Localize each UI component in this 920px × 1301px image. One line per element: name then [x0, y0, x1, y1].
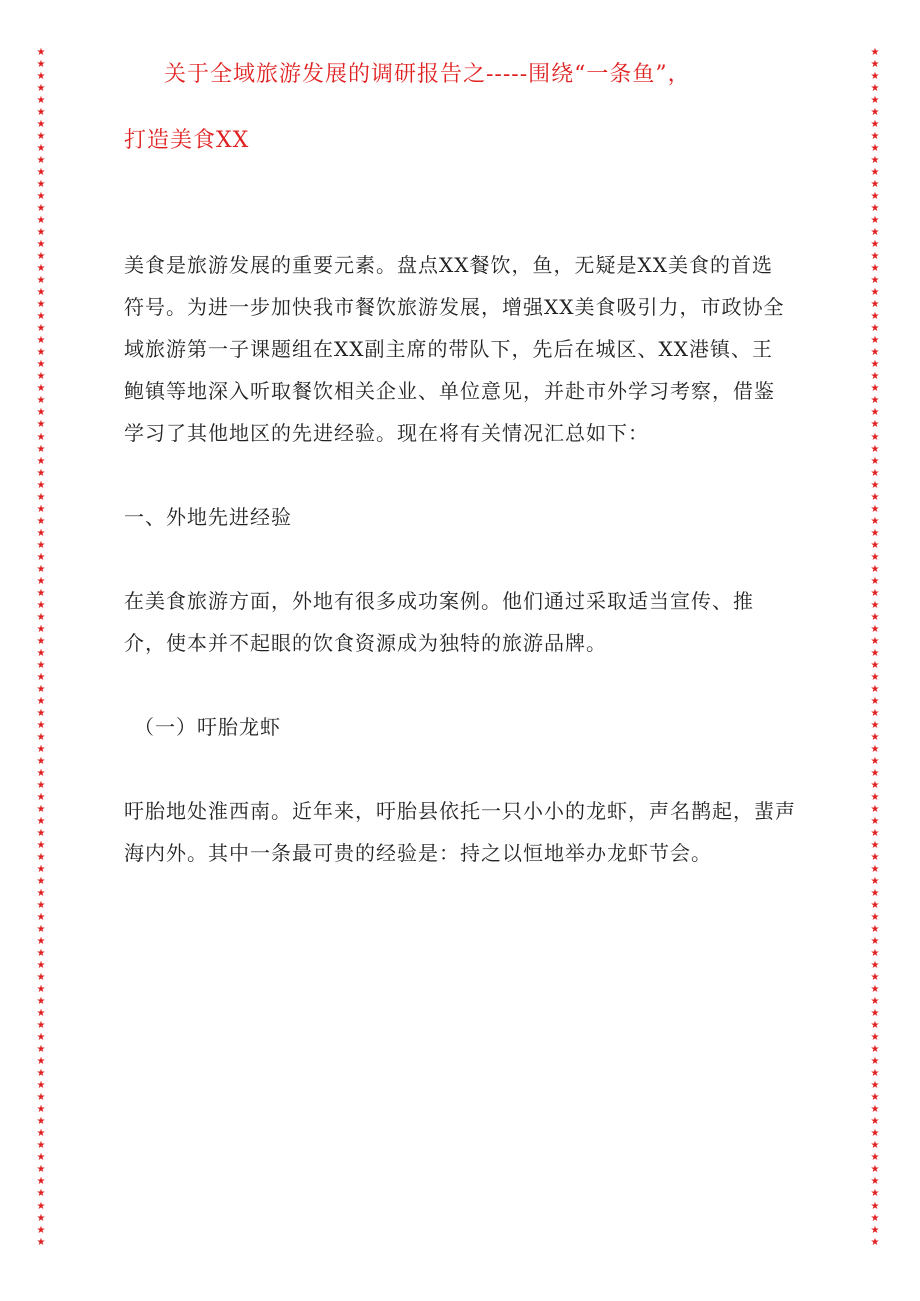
- section-heading: 一、外地先进经验: [124, 505, 292, 529]
- star-icon: ★: [36, 587, 46, 599]
- star-icon: ★: [870, 359, 880, 371]
- star-icon: ★: [36, 852, 46, 864]
- star-icon: ★: [36, 1140, 46, 1152]
- star-icon: ★: [36, 623, 46, 635]
- star-icon: ★: [36, 515, 46, 527]
- star-icon: ★: [36, 1068, 46, 1080]
- star-icon: ★: [36, 575, 46, 587]
- star-icon: ★: [870, 155, 880, 167]
- star-icon: ★: [870, 371, 880, 383]
- subsection-heading: （一）吁胎龙虾: [134, 715, 281, 739]
- left-star-border: [34, 48, 48, 1248]
- section-paragraph: [124, 580, 814, 664]
- intro-paragraph: [124, 244, 814, 454]
- star-icon: ★: [36, 539, 46, 551]
- star-icon: ★: [36, 311, 46, 323]
- star-icon: ★: [870, 203, 880, 215]
- star-icon: ★: [870, 779, 880, 791]
- star-icon: ★: [870, 707, 880, 719]
- star-icon: ★: [870, 239, 880, 251]
- star-icon: ★: [36, 912, 46, 924]
- star-icon: ★: [36, 59, 46, 71]
- star-icon: ★: [36, 551, 46, 563]
- star-icon: ★: [870, 335, 880, 347]
- star-icon: ★: [36, 1176, 46, 1188]
- star-icon: ★: [36, 599, 46, 611]
- star-icon: ★: [870, 864, 880, 876]
- star-icon: ★: [36, 1116, 46, 1128]
- subsection-line: 吁胎地处淮西南。近年来，吁胎县依托一只小小的龙虾，声名鹊起，蜚声: [124, 799, 796, 823]
- star-icon: ★: [36, 1032, 46, 1044]
- star-icon: ★: [36, 1128, 46, 1140]
- star-icon: ★: [36, 900, 46, 912]
- star-icon: ★: [870, 1116, 880, 1128]
- star-icon: ★: [870, 1152, 880, 1164]
- star-icon: ★: [36, 707, 46, 719]
- star-icon: ★: [36, 1008, 46, 1020]
- star-icon: ★: [870, 395, 880, 407]
- star-icon: ★: [870, 215, 880, 227]
- star-icon: ★: [36, 1164, 46, 1176]
- star-icon: ★: [36, 191, 46, 203]
- star-icon: ★: [36, 95, 46, 107]
- star-icon: ★: [870, 1128, 880, 1140]
- star-icon: ★: [36, 239, 46, 251]
- star-icon: ★: [870, 467, 880, 479]
- star-icon: ★: [36, 803, 46, 815]
- star-icon: ★: [36, 972, 46, 984]
- star-icon: ★: [36, 767, 46, 779]
- star-icon: ★: [870, 563, 880, 575]
- star-icon: ★: [870, 179, 880, 191]
- star-icon: ★: [36, 984, 46, 996]
- star-icon: ★: [870, 527, 880, 539]
- star-icon: ★: [36, 479, 46, 491]
- star-icon: ★: [36, 924, 46, 936]
- star-icon: ★: [870, 1104, 880, 1116]
- star-icon: ★: [36, 1080, 46, 1092]
- document-body: [124, 60, 814, 874]
- star-icon: ★: [36, 683, 46, 695]
- subsection-line: 海内外。其中一条最可贵的经验是：持之以恒地举办龙虾节会。: [124, 841, 712, 865]
- star-icon: ★: [870, 263, 880, 275]
- star-icon: ★: [36, 1236, 46, 1248]
- intro-line: 域旅游第一子课题组在XX副主席的带队下，先后在城区、XX港镇、王: [124, 337, 773, 361]
- star-icon: ★: [870, 828, 880, 840]
- star-icon: ★: [870, 1200, 880, 1212]
- star-icon: ★: [870, 936, 880, 948]
- star-icon: ★: [870, 719, 880, 731]
- section-line: 介，使本并不起眼的饮食资源成为独特的旅游品牌。: [124, 631, 607, 655]
- star-icon: ★: [870, 491, 880, 503]
- star-icon: ★: [36, 1044, 46, 1056]
- star-icon: ★: [870, 1176, 880, 1188]
- star-icon: ★: [36, 215, 46, 227]
- star-icon: ★: [870, 924, 880, 936]
- star-icon: ★: [36, 203, 46, 215]
- star-icon: ★: [36, 227, 46, 239]
- star-icon: ★: [870, 1020, 880, 1032]
- star-icon: ★: [36, 431, 46, 443]
- star-icon: ★: [36, 743, 46, 755]
- star-icon: ★: [36, 876, 46, 888]
- star-icon: ★: [870, 191, 880, 203]
- intro-line: 美食是旅游发展的重要元素。盘点XX餐饮，鱼，无疑是XX美食的首选: [124, 253, 773, 277]
- star-icon: ★: [870, 251, 880, 263]
- star-icon: ★: [870, 984, 880, 996]
- star-icon: ★: [36, 791, 46, 803]
- star-icon: ★: [870, 1032, 880, 1044]
- star-icon: ★: [870, 1188, 880, 1200]
- star-icon: ★: [36, 47, 46, 58]
- star-icon: ★: [36, 719, 46, 731]
- star-icon: ★: [36, 960, 46, 972]
- star-icon: ★: [870, 659, 880, 671]
- document-title-line-1: 关于全域旅游发展的调研报告之-----围绕“一条鱼”，: [164, 62, 691, 87]
- star-icon: ★: [36, 83, 46, 95]
- subsection-paragraph: [124, 790, 814, 874]
- star-icon: ★: [870, 876, 880, 888]
- star-icon: ★: [36, 155, 46, 167]
- star-icon: ★: [870, 972, 880, 984]
- star-icon: ★: [870, 347, 880, 359]
- right-star-border: [868, 48, 882, 1248]
- star-icon: ★: [870, 888, 880, 900]
- star-icon: ★: [36, 840, 46, 852]
- star-icon: ★: [870, 47, 880, 58]
- star-icon: ★: [870, 623, 880, 635]
- star-icon: ★: [36, 359, 46, 371]
- star-icon: ★: [36, 167, 46, 179]
- star-icon: ★: [36, 888, 46, 900]
- star-icon: ★: [36, 731, 46, 743]
- star-icon: ★: [36, 635, 46, 647]
- star-icon: ★: [870, 755, 880, 767]
- star-icon: ★: [870, 1224, 880, 1236]
- star-icon: ★: [870, 131, 880, 143]
- star-icon: ★: [870, 227, 880, 239]
- star-icon: ★: [870, 287, 880, 299]
- star-icon: ★: [870, 1008, 880, 1020]
- star-icon: ★: [870, 1164, 880, 1176]
- star-icon: ★: [36, 287, 46, 299]
- star-icon: ★: [36, 671, 46, 683]
- star-icon: ★: [36, 1224, 46, 1236]
- star-icon: ★: [870, 791, 880, 803]
- star-icon: ★: [870, 275, 880, 287]
- star-icon: ★: [870, 59, 880, 71]
- star-icon: ★: [870, 767, 880, 779]
- star-icon: ★: [36, 1104, 46, 1116]
- star-icon: ★: [36, 263, 46, 275]
- star-icon: ★: [870, 647, 880, 659]
- star-icon: ★: [870, 996, 880, 1008]
- star-icon: ★: [36, 491, 46, 503]
- intro-line: 符号。为进一步加快我市餐饮旅游发展，增强XX美食吸引力，市政协全: [124, 295, 785, 319]
- star-icon: ★: [36, 659, 46, 671]
- star-icon: ★: [36, 107, 46, 119]
- star-icon: ★: [870, 515, 880, 527]
- star-icon: ★: [870, 1080, 880, 1092]
- star-icon: ★: [870, 479, 880, 491]
- intro-line: 学习了其他地区的先进经验。现在将有关情况汇总如下：: [124, 421, 649, 445]
- star-icon: ★: [870, 1140, 880, 1152]
- star-icon: ★: [870, 960, 880, 972]
- star-icon: ★: [870, 840, 880, 852]
- star-icon: ★: [36, 455, 46, 467]
- star-icon: ★: [36, 996, 46, 1008]
- star-icon: ★: [870, 587, 880, 599]
- star-icon: ★: [870, 683, 880, 695]
- star-icon: ★: [870, 671, 880, 683]
- star-icon: ★: [870, 455, 880, 467]
- document-title-line-2: 打造美食XX: [124, 128, 250, 153]
- star-icon: ★: [36, 864, 46, 876]
- star-icon: ★: [870, 311, 880, 323]
- star-icon: ★: [36, 563, 46, 575]
- star-icon: ★: [36, 503, 46, 515]
- star-icon: ★: [36, 779, 46, 791]
- intro-line: 鲍镇等地深入听取餐饮相关企业、单位意见，并赴市外学习考察，借鉴: [124, 379, 775, 403]
- star-icon: ★: [870, 1044, 880, 1056]
- star-icon: ★: [36, 275, 46, 287]
- star-icon: ★: [870, 803, 880, 815]
- star-icon: ★: [870, 419, 880, 431]
- star-icon: ★: [36, 407, 46, 419]
- star-icon: ★: [870, 107, 880, 119]
- star-icon: ★: [36, 948, 46, 960]
- star-icon: ★: [36, 347, 46, 359]
- star-icon: ★: [36, 119, 46, 131]
- star-icon: ★: [870, 167, 880, 179]
- star-icon: ★: [36, 1212, 46, 1224]
- star-icon: ★: [36, 251, 46, 263]
- star-icon: ★: [36, 371, 46, 383]
- star-icon: ★: [870, 1212, 880, 1224]
- star-icon: ★: [870, 1236, 880, 1248]
- star-icon: ★: [36, 71, 46, 83]
- star-icon: ★: [870, 816, 880, 827]
- star-icon: ★: [870, 551, 880, 563]
- star-icon: ★: [36, 1152, 46, 1164]
- star-icon: ★: [36, 611, 46, 623]
- star-icon: ★: [36, 1188, 46, 1200]
- star-icon: ★: [870, 1068, 880, 1080]
- star-icon: ★: [870, 431, 880, 443]
- section-line: 在美食旅游方面，外地有很多成功案例。他们通过采取适当宣传、推: [124, 589, 754, 613]
- star-icon: ★: [36, 143, 46, 155]
- star-icon: ★: [870, 383, 880, 395]
- star-icon: ★: [36, 299, 46, 311]
- star-icon: ★: [870, 503, 880, 515]
- star-icon: ★: [870, 1092, 880, 1104]
- star-icon: ★: [870, 900, 880, 912]
- star-icon: ★: [870, 1056, 880, 1068]
- star-icon: ★: [36, 443, 46, 455]
- star-icon: ★: [870, 695, 880, 707]
- star-icon: ★: [870, 948, 880, 960]
- star-icon: ★: [36, 1056, 46, 1068]
- star-icon: ★: [36, 647, 46, 659]
- star-icon: ★: [870, 83, 880, 95]
- star-icon: ★: [870, 743, 880, 755]
- star-icon: ★: [870, 635, 880, 647]
- star-icon: ★: [870, 407, 880, 419]
- star-icon: ★: [36, 323, 46, 335]
- star-icon: ★: [36, 179, 46, 191]
- star-icon: ★: [870, 599, 880, 611]
- star-icon: ★: [36, 1092, 46, 1104]
- star-icon: ★: [36, 755, 46, 767]
- star-icon: ★: [870, 443, 880, 455]
- star-icon: ★: [36, 936, 46, 948]
- star-icon: ★: [870, 95, 880, 107]
- star-icon: ★: [870, 611, 880, 623]
- star-icon: ★: [36, 419, 46, 431]
- star-icon: ★: [36, 395, 46, 407]
- star-icon: ★: [870, 539, 880, 551]
- star-icon: ★: [36, 383, 46, 395]
- star-icon: ★: [870, 299, 880, 311]
- star-icon: ★: [870, 143, 880, 155]
- star-icon: ★: [870, 912, 880, 924]
- star-icon: ★: [870, 71, 880, 83]
- star-icon: ★: [36, 131, 46, 143]
- star-icon: ★: [36, 467, 46, 479]
- star-icon: ★: [36, 335, 46, 347]
- star-icon: ★: [36, 527, 46, 539]
- star-icon: ★: [36, 816, 46, 827]
- star-icon: ★: [36, 1020, 46, 1032]
- star-icon: ★: [870, 323, 880, 335]
- star-icon: ★: [36, 828, 46, 840]
- star-icon: ★: [870, 119, 880, 131]
- star-icon: ★: [870, 731, 880, 743]
- star-icon: ★: [36, 695, 46, 707]
- star-icon: ★: [36, 1200, 46, 1212]
- star-icon: ★: [870, 575, 880, 587]
- star-icon: ★: [870, 852, 880, 864]
